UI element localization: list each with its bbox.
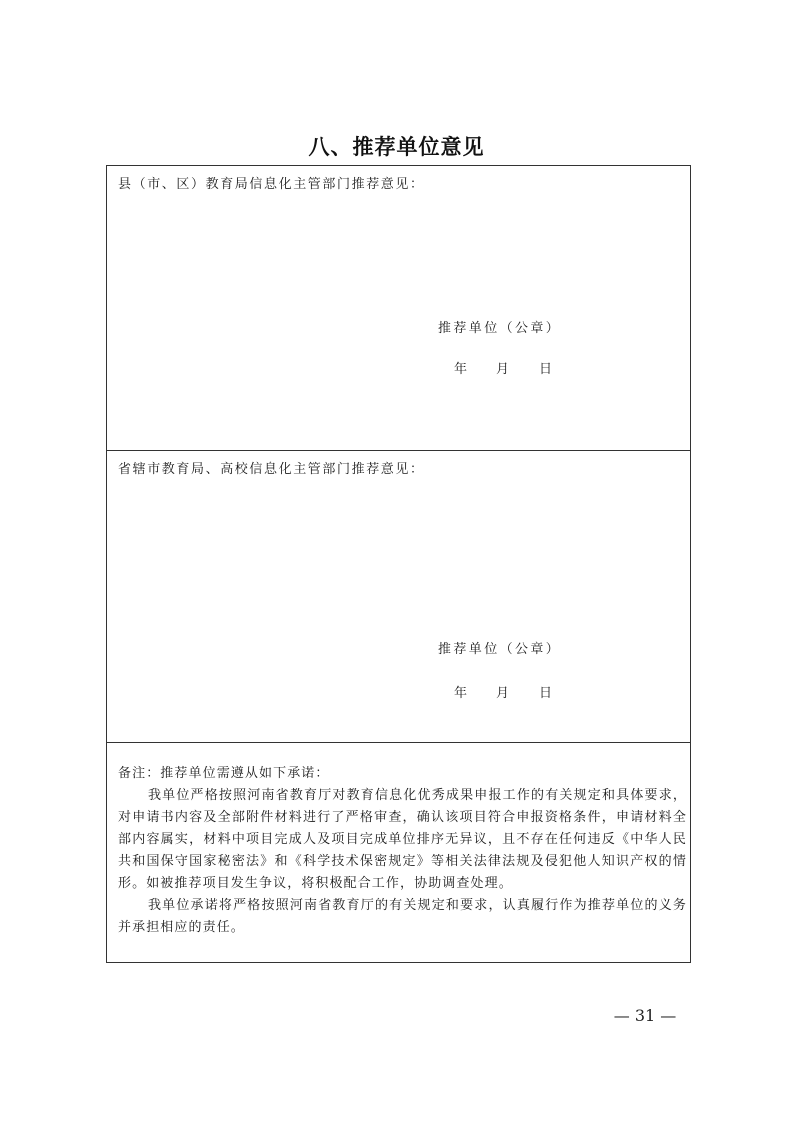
county-recommendation-section bbox=[107, 166, 690, 451]
date-day-label: 日 bbox=[539, 686, 553, 701]
city-university-recommendation-section bbox=[107, 451, 690, 743]
recommending-unit-seal-label: 推荐单位（公章） bbox=[438, 321, 562, 336]
date-year-label: 年 bbox=[454, 362, 468, 377]
page-number: — 31 — bbox=[613, 1006, 677, 1025]
date-year-label: 年 bbox=[454, 686, 468, 701]
date-month-label: 月 bbox=[496, 686, 510, 701]
page-title: 八、推荐单位意见 bbox=[308, 135, 485, 159]
notes-heading: 备注：推荐单位需遵从如下承诺： bbox=[118, 766, 330, 781]
section-label: 县（市、区）教育局信息化主管部门推荐意见： bbox=[118, 177, 425, 192]
signature-date bbox=[454, 358, 552, 377]
notes-paragraph: 我单位承诺将严格按照河南省教育厅的有关规定和要求，认真履行作为推荐单位的义务并承担相应的责任。 bbox=[118, 898, 687, 935]
section-label: 省辖市教育局、高校信息化主管部门推荐意见： bbox=[118, 462, 425, 477]
recommending-unit-seal-label: 推荐单位（公章） bbox=[438, 642, 562, 657]
notes-block bbox=[118, 763, 687, 939]
date-month-label: 月 bbox=[496, 362, 510, 377]
date-day-label: 日 bbox=[539, 362, 553, 377]
notes-paragraph: 我单位严格按照河南省教育厅对教育信息化优秀成果申报工作的有关规定和具体要求，对申请书内容及全部附件材料进行了严格审查，确认该项目符合申报资格条件，申请材料全部内容属实，材料中项目完成人及项目完成单位排序无异议，且不存在任何违反《中华人民共和国保守国家秘密法》和《科学技术保密规定》等相关法律法规及侵犯他人知识产权的情形。如被推荐项目发生争议，将积极配合工作，协助调查处理。 bbox=[118, 788, 687, 891]
signature-date bbox=[454, 682, 552, 701]
notes-section bbox=[107, 743, 690, 962]
recommendation-form-table bbox=[106, 165, 691, 963]
